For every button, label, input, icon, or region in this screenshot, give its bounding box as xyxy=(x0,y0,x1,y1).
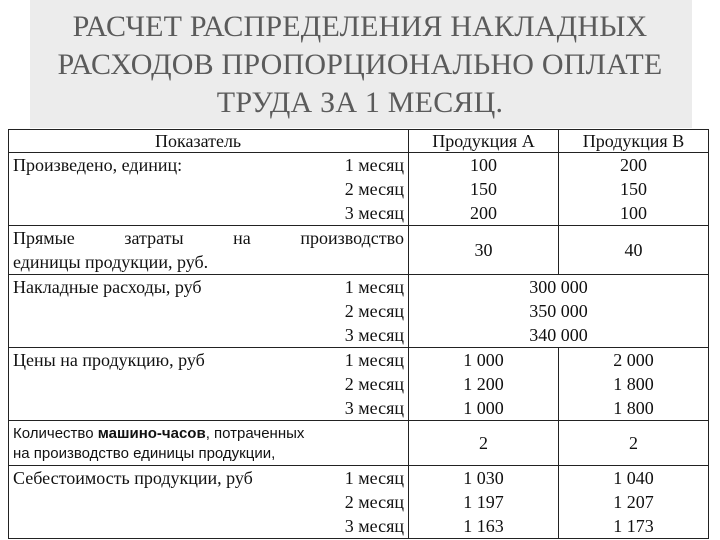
machine-hours-label-cell xyxy=(9,421,409,466)
machine-hours-label-line1: Количество машино-часов, потраченных xyxy=(13,425,305,442)
overhead-value-3: 340 000 xyxy=(529,325,588,345)
produced-label: Произведено, единиц: xyxy=(13,155,183,175)
cost-a-2: 1 197 xyxy=(463,492,504,512)
prices-b-2: 1 800 xyxy=(613,374,654,394)
produced-month-2: 2 месяц xyxy=(344,179,404,199)
prices-label: Цены на продукцию, руб xyxy=(13,350,205,370)
cost-b-cell xyxy=(559,466,709,539)
produced-b-cell xyxy=(559,153,709,226)
overhead-value-1: 300 000 xyxy=(529,277,588,297)
cost-b-3: 1 173 xyxy=(613,516,654,536)
prices-a-3: 1 000 xyxy=(463,398,504,418)
overhead-label-cell xyxy=(9,275,409,348)
prices-b-cell xyxy=(559,348,709,421)
cost-month-2: 2 месяц xyxy=(344,492,404,512)
prices-month-3: 3 месяц xyxy=(344,398,404,418)
direct-costs-word-2: затраты xyxy=(124,228,184,248)
produced-b-1: 200 xyxy=(620,155,647,175)
produced-row xyxy=(9,153,709,226)
direct-costs-word-1: Прямые xyxy=(13,228,75,248)
overhead-month-1: 1 месяц xyxy=(344,277,404,297)
direct-costs-a: 30 xyxy=(409,226,559,275)
header-row xyxy=(9,130,709,153)
direct-costs-row xyxy=(9,226,709,275)
machine-hours-row xyxy=(9,421,709,466)
produced-a-cell xyxy=(409,153,559,226)
cost-label-cell xyxy=(9,466,409,539)
produced-month-3: 3 месяц xyxy=(344,203,404,223)
prices-month-1: 1 месяц xyxy=(344,350,404,370)
cost-month-1: 1 месяц xyxy=(344,468,404,488)
prices-row xyxy=(9,348,709,421)
prices-a-1: 1 000 xyxy=(463,350,504,370)
machine-hours-a: 2 xyxy=(409,421,559,466)
cost-month-3: 3 месяц xyxy=(344,516,404,536)
produced-label-cell xyxy=(9,153,409,226)
cost-b-2: 1 207 xyxy=(613,492,654,512)
overhead-month-2: 2 месяц xyxy=(344,301,404,321)
cost-row xyxy=(9,466,709,539)
overhead-table xyxy=(8,129,709,539)
slide-title xyxy=(0,8,720,122)
produced-month-1: 1 месяц xyxy=(344,155,404,175)
title-line-2: РАСХОДОВ ПРОПОРЦИОНАЛЬНО ОПЛАТЕ xyxy=(57,48,663,81)
prices-a-2: 1 200 xyxy=(463,374,504,394)
machine-hours-bold-term: машино-часов xyxy=(97,425,206,442)
cost-a-3: 1 163 xyxy=(463,516,504,536)
cost-b-1: 1 040 xyxy=(613,468,654,488)
cost-a-1: 1 030 xyxy=(463,468,504,488)
prices-a-cell xyxy=(409,348,559,421)
prices-month-2: 2 месяц xyxy=(344,374,404,394)
prices-b-1: 2 000 xyxy=(613,350,654,370)
overhead-month-3: 3 месяц xyxy=(344,325,404,345)
header-product-a: Продукция А xyxy=(409,130,559,153)
overhead-row xyxy=(9,275,709,348)
direct-costs-word-4: производство xyxy=(300,228,404,248)
prices-b-3: 1 800 xyxy=(613,398,654,418)
produced-b-2: 150 xyxy=(620,179,647,199)
prices-label-cell xyxy=(9,348,409,421)
produced-b-3: 100 xyxy=(620,203,647,223)
direct-costs-label-line2: единицы продукции, руб. xyxy=(13,252,209,272)
title-line-3: ТРУДА ЗА 1 МЕСЯЦ. xyxy=(216,86,504,119)
produced-a-3: 200 xyxy=(470,203,497,223)
cost-a-cell xyxy=(409,466,559,539)
produced-a-2: 150 xyxy=(470,179,497,199)
overhead-value-2: 350 000 xyxy=(529,301,588,321)
machine-hours-b: 2 xyxy=(559,421,709,466)
cost-label: Себестоимость продукции, руб xyxy=(13,468,253,488)
title-line-1: РАСЧЕТ РАСПРЕДЕЛЕНИЯ НАКЛАДНЫХ xyxy=(72,10,648,43)
machine-hours-label-line2: на производство единицы продукции, xyxy=(13,445,276,462)
header-indicator: Показатель xyxy=(9,130,409,153)
produced-a-1: 100 xyxy=(470,155,497,175)
direct-costs-label-cell xyxy=(9,226,409,275)
overhead-label: Накладные расходы, руб xyxy=(13,277,202,297)
direct-costs-b: 40 xyxy=(559,226,709,275)
overhead-values-cell xyxy=(409,275,709,348)
direct-costs-word-3: на xyxy=(233,228,251,248)
header-product-b: Продукция В xyxy=(559,130,709,153)
